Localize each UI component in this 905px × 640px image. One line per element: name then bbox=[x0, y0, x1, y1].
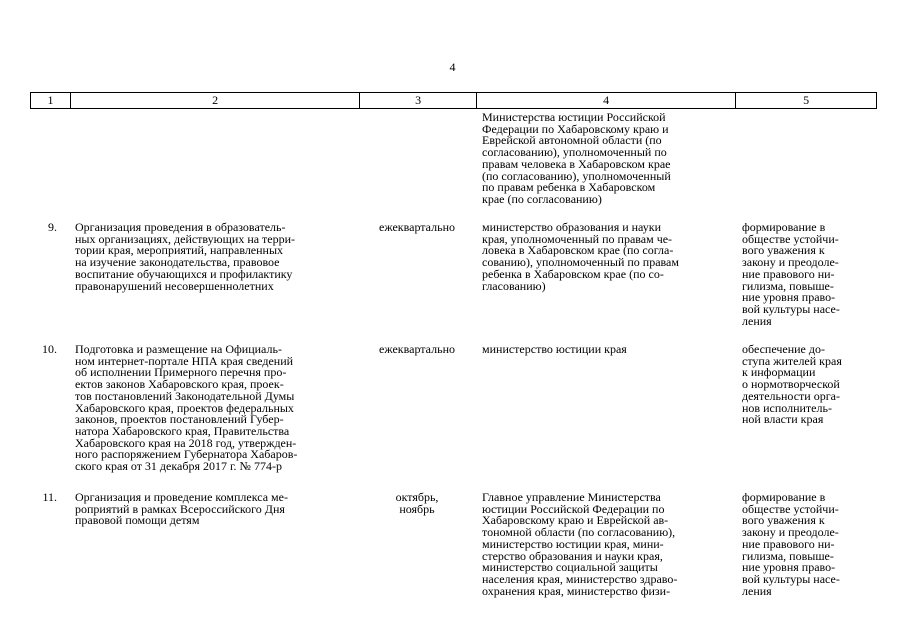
carryover-executors-cell: Министерства юстиции Российской Федерации по Хабаровскому краю и Еврейской автономной области (по согласованию), уполномоченный по правам человека в Хабаровском крае (по согласованию), уполномоченный по правам ребенка в Хабаровском крае (по согласованию) bbox=[482, 110, 671, 206]
page-number: 4 bbox=[449, 60, 456, 74]
row-10-executors: министерство юстиции края bbox=[482, 342, 627, 356]
row-11-executors: Главное управление Министерства юстиции Российской Федерации по Хабаровскому краю и Еврейской ав- тономной области (по согласованию), министерство юстиции края, мини- стерство образования и науки края, министерство социальной защиты населения края, министерство здраво- охранения края, министерство физи- bbox=[482, 490, 678, 598]
row-11-period: октябрь, ноябрь bbox=[395, 490, 439, 516]
column-header-2: 2 bbox=[71, 93, 360, 108]
row-9-result: формирование в обществе устойчи- вого уважения к закону и преодоле- ние правового ни- гилизма, повыше- ние уровня право- вой культуры насе- ления bbox=[742, 220, 840, 328]
row-10-result: обеспечение до- ступа жителей края к информации о нормотворческой деятельности орга- нов исполнитель- ной власти края bbox=[742, 342, 842, 427]
row-10-period: ежеквартально bbox=[379, 342, 455, 356]
row-9-period: ежеквартально bbox=[379, 220, 455, 234]
row-10-number: 10. bbox=[42, 342, 57, 356]
row-10-event: Подготовка и размещение на Официаль- ном интернет-портале НПА края сведений об исполнении Примерного перечня про- ектов законов Хабаровского края, проек- тов постановлений Законодательной Думы Хабаровского края, проектов федеральных законов, проектов постановлений Губер- натора Хабаровского края, Правительства Хабаровского края на 2018 год, утвержден- ного распоряжением Губернатора Хабаров- ского края от 31 декабря 2017 г. № 774-р bbox=[75, 342, 298, 474]
table-header-row bbox=[30, 92, 877, 109]
column-header-5: 5 bbox=[803, 93, 810, 107]
column-header-3: 3 bbox=[360, 93, 477, 108]
row-11-event: Организация и проведение комплекса ме- роприятий в рамках Всероссийского Дня правовой помощи детям bbox=[75, 490, 288, 528]
column-header-1: 1 bbox=[31, 93, 71, 108]
row-9-executors: министерство образования и науки края, уполномоченный по правам че- ловека в Хабаровском крае (по согла- сованию), уполномоченный по правам ребенка в Хабаровском крае (по со- гласованию) bbox=[482, 220, 679, 293]
column-header-4: 4 bbox=[477, 93, 736, 108]
row-9-number: 9. bbox=[48, 220, 57, 234]
row-9-event: Организация проведения в образователь- ных организациях, действующих на терри- тории края, мероприятий, направленных на изучение законодательства, правовое воспитание обучающихся и профилактику правонарушений несовершеннолетних bbox=[75, 220, 296, 293]
row-11-number: 11. bbox=[42, 490, 57, 504]
row-11-result: формирование в обществе устойчи- вого уважения к закону и преодоле- ние правового ни- гилизма, повыше- ние уровня право- вой культуры насе- ления bbox=[742, 490, 840, 598]
